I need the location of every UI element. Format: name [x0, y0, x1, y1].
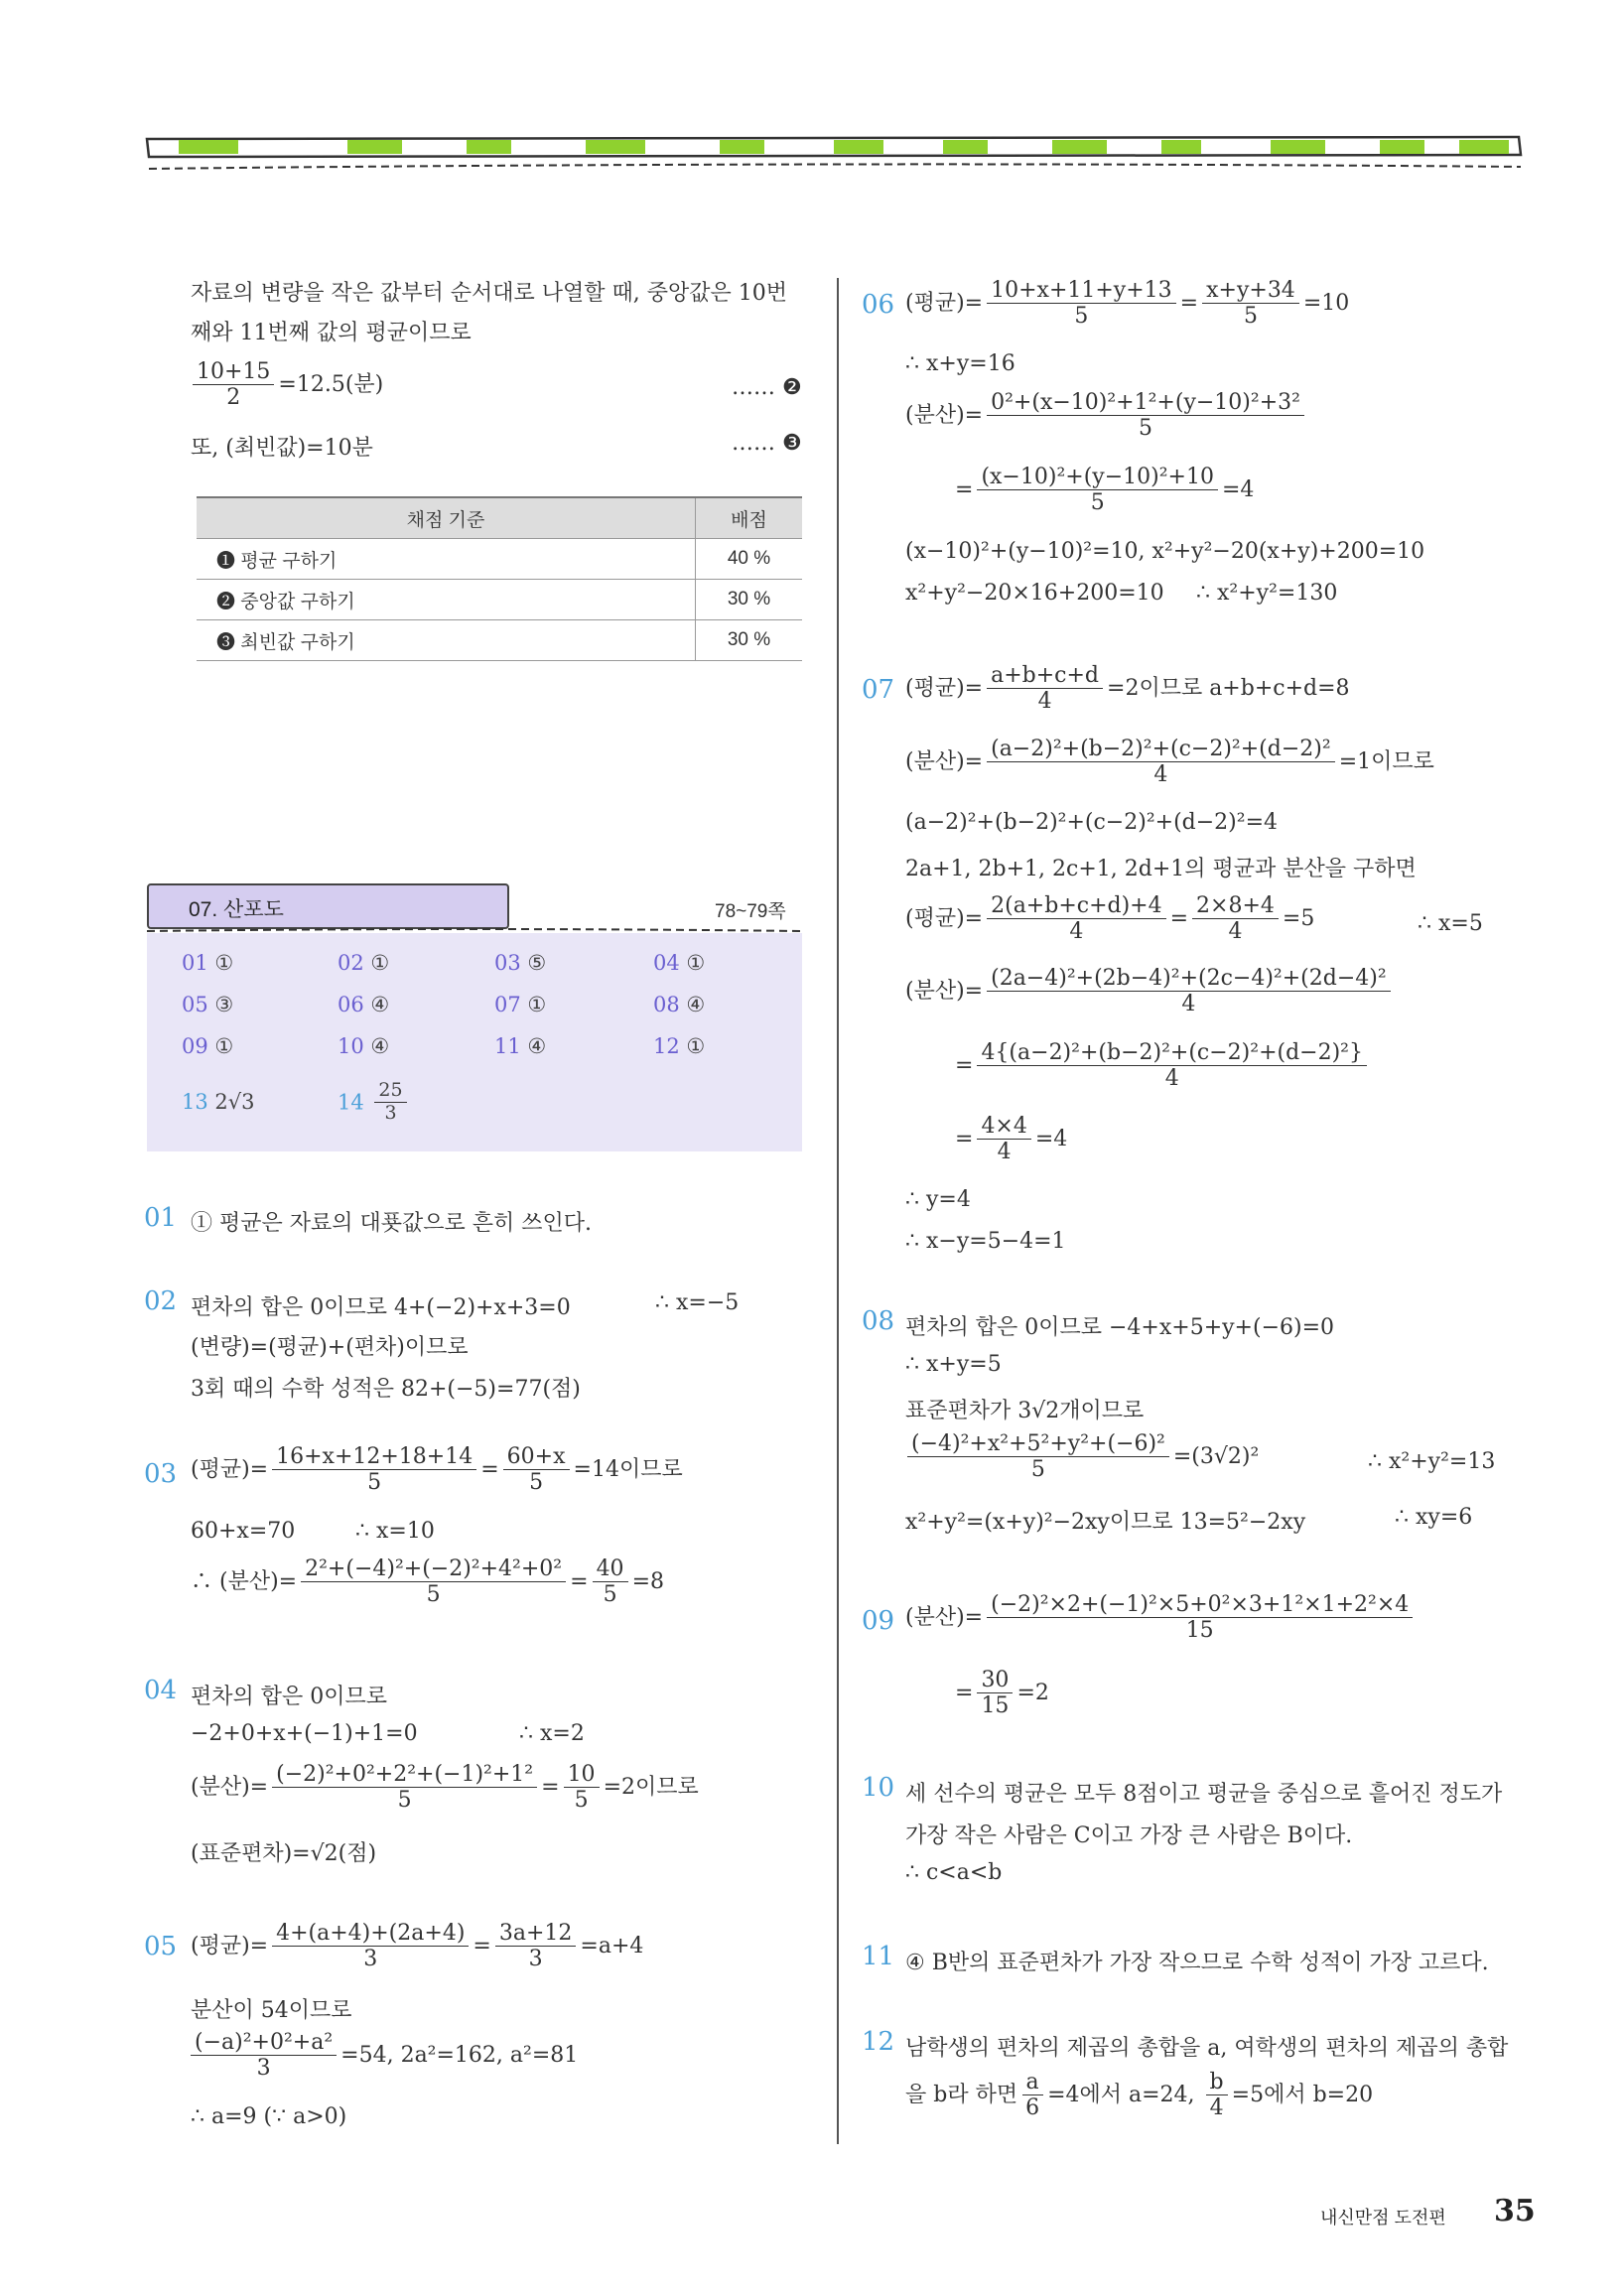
answer-item: 08 ④ — [653, 993, 706, 1016]
section-tab — [147, 883, 509, 929]
section-title: 07. 산포도 — [189, 898, 284, 921]
solution-10-line1: 세 선수의 평균은 모두 8점이고 평균을 중심으로 흩어진 정도가 — [905, 1782, 1503, 1807]
intro-line-2: 째와 11번째 값의 평균이므로 — [191, 321, 472, 345]
solution-06-line6b: ∴ x²+y²=130 — [1196, 581, 1338, 606]
solution-08-line3: 표준편차가 3√2개이므로 — [905, 1399, 1145, 1423]
solution-05-line1: (평균)= $\frac{4+(a+4)+(2a+4)}{3}$ = $\frac{3a+12}{3}$ =a+4 — [191, 1921, 644, 1972]
solution-05-line4: ∴ a=9 (∵ a>0) — [191, 2104, 347, 2129]
solution-08-line4: $\frac{\text{(−4)²+x²+5²+y²+(−6)²}}{5}$ =(3√2)² — [903, 1431, 1259, 1483]
column-divider — [837, 278, 839, 2144]
mode-line: 또, (최빈값)=10분 — [191, 436, 373, 461]
solution-07-line4: 2a+1, 2b+1, 2c+1, 2d+1의 평균과 분산을 구하면 — [905, 857, 1417, 881]
solution-08-line2: ∴ x+y=5 — [905, 1352, 1002, 1377]
table-row: ❶ 평균 구하기 40 % — [197, 539, 802, 580]
solution-10-line2: 가장 작은 사람은 C이고 가장 큰 사람은 B이다. — [905, 1823, 1353, 1848]
solution-05-line2: 분산이 54이므로 — [191, 1998, 352, 2023]
top-banner — [139, 129, 1529, 179]
solution-04-line4: (표준편차)=√2(점) — [191, 1841, 377, 1866]
solution-02-line1: 편차의 합은 0이므로 4+(−2)+x+3=0 — [191, 1295, 571, 1320]
page-number: 35 — [1494, 2194, 1536, 2228]
answer-item: 13 2√3 — [182, 1090, 255, 1114]
answer-item: 01 ① — [182, 951, 234, 975]
solution-02-line2: (변량)=(평균)+(편차)이므로 — [191, 1335, 469, 1360]
solution-07-line1: (평균)= $\frac{a+b+c+d}{4}$ =2이므로 a+b+c+d=8 — [905, 663, 1350, 715]
answer-grid — [147, 933, 802, 1151]
solution-02-line1b: ∴ x=−5 — [655, 1290, 740, 1315]
mark-2-indicator: …… ❷ — [732, 375, 802, 400]
solution-06-line3: (분산)= $\frac{\text{0²+(x−10)²+1²+(y−10)²+3²}}{5}$ — [905, 390, 1308, 442]
answer-item: 02 ① — [338, 951, 390, 975]
answer-item: 07 ① — [494, 993, 547, 1016]
solution-08-line4b: ∴ x²+y²=13 — [1368, 1449, 1496, 1474]
solution-08-line1: 편차의 합은 0이므로 −4+x+5+y+(−6)=0 — [905, 1315, 1335, 1340]
answer-item: 06 ④ — [338, 993, 390, 1016]
table-header-points: 배점 — [696, 497, 803, 539]
solution-08-line5b: ∴ xy=6 — [1395, 1505, 1473, 1530]
answer-item: 14 $\frac{25}{3}$ — [338, 1080, 411, 1125]
solution-number-05: 05 — [144, 1932, 178, 1961]
solution-04-line2: −2+0+x+(−1)+1=0 — [191, 1721, 418, 1746]
solution-number-01: 01 — [144, 1203, 178, 1233]
solution-10-line3: ∴ c<a<b — [905, 1860, 1003, 1885]
solution-12-line1: 남학생의 편차의 제곱의 총합을 a, 여학생의 편차의 제곱의 총합 — [905, 2036, 1509, 2061]
solution-11-text: ④ B반의 표준편차가 가장 작으므로 수학 성적이 가장 고르다. — [905, 1951, 1489, 1975]
solution-03-line2: 60+x=70 — [191, 1519, 296, 1544]
solution-09-line2: = $\frac{30}{15}$ =2 — [955, 1668, 1049, 1719]
solution-06-line6: x²+y²−20×16+200=10 — [905, 581, 1164, 606]
answer-item: 12 ① — [653, 1034, 706, 1058]
solution-number-12: 12 — [862, 2027, 895, 2057]
solution-07-line5: (평균)= $\frac{2(a+b+c+d)+4}{4}$ = $\frac{2\times 8+4}{4}$ =5 — [905, 893, 1315, 945]
solution-07-line5b: ∴ x=5 — [1418, 911, 1483, 936]
solution-07-line10: ∴ x−y=5−4=1 — [905, 1229, 1066, 1254]
solution-07-line3: (a−2)²+(b−2)²+(c−2)²+(d−2)²=4 — [905, 810, 1278, 835]
solution-07-line2: (분산)= $\frac{\text{(a−2)²+(b−2)²+(c−2)²+(d−2)²}}{4}$ =1이므로 — [905, 737, 1434, 788]
solution-number-02: 02 — [144, 1286, 178, 1316]
solution-01-text: ① 평균은 자료의 대푯값으로 흔히 쓰인다. — [191, 1211, 592, 1236]
table-row: ❸ 최빈값 구하기 30 % — [197, 620, 802, 661]
solution-07-line8: = $\frac{4\times 4}{4}$ =4 — [955, 1114, 1068, 1165]
solution-04-line2b: ∴ x=2 — [519, 1721, 585, 1746]
footer-book-title: 내신만점 도전편 — [1320, 2208, 1446, 2228]
answer-item: 05 ③ — [182, 993, 234, 1016]
solution-07-line9: ∴ y=4 — [905, 1187, 971, 1212]
solution-06-line4: = $\frac{\text{(x−10)²+(y−10)²+10}}{5}$ =4 — [955, 465, 1255, 516]
solution-07-line7: = $\frac{\text{4\{(a−2)²+(b−2)²+(c−2)²+(d−2)²\}}}{4}$ — [955, 1040, 1371, 1092]
solution-08-line5: x²+y²=(x+y)²−2xy이므로 13=5²−2xy — [905, 1510, 1306, 1535]
median-calc: $\frac{10+15}{2}$ =12.5(분) — [189, 359, 383, 411]
section-pages: 78~79쪽 — [715, 901, 786, 922]
grading-table — [197, 496, 802, 661]
answer-item: 11 ④ — [494, 1034, 547, 1058]
intro-line-1: 자료의 변량을 작은 값부터 순서대로 나열할 때, 중앙값은 10번 — [191, 281, 787, 306]
median-fraction: $\frac{10+15}{2}$ — [193, 359, 274, 411]
answer-item: 09 ① — [182, 1034, 234, 1058]
solution-number-09: 09 — [862, 1606, 895, 1636]
solution-05-line3: $\frac{\text{(−a)²+0²+a²}}{3}$ =54, 2a²=162, a²=81 — [187, 2030, 578, 2082]
solution-07-line6: (분산)= $\frac{\text{(2a−4)²+(2b−4)²+(2c−4)²+(2d−4)²}}{4}$ — [905, 966, 1395, 1017]
solution-03-line2b: ∴ x=10 — [355, 1519, 435, 1544]
mark-3-indicator: …… ❸ — [732, 431, 802, 456]
solution-number-11: 11 — [862, 1942, 895, 1971]
solution-number-10: 10 — [862, 1773, 895, 1803]
solution-number-06: 06 — [862, 290, 895, 320]
solution-06-line1: (평균)= $\frac{10+x+11+y+13}{5}$ = $\frac{x+y+34}{5}$ =10 — [905, 278, 1350, 330]
solution-09-line1: (분산)= $\frac{\text{(−2)²×2+(−1)²×5+0²×3+1²×1+2²×4}}{15}$ — [905, 1592, 1417, 1644]
solution-06-line2: ∴ x+y=16 — [905, 351, 1015, 376]
banner-ruler — [147, 137, 1521, 169]
answer-item: 04 ① — [653, 951, 706, 975]
solution-04-line1: 편차의 합은 0이므로 — [191, 1685, 387, 1709]
answer-item: 03 ⑤ — [494, 951, 547, 975]
solution-number-08: 08 — [862, 1306, 895, 1336]
solution-number-04: 04 — [144, 1676, 178, 1705]
solution-number-07: 07 — [862, 675, 895, 705]
solution-number-03: 03 — [144, 1459, 178, 1489]
solution-12-line2: 을 b라 하면 $\frac{a}{6}$ =4에서 a=24, $\frac{b}{4}$ =5에서 b=20 — [905, 2070, 1374, 2121]
solution-03-line3: ∴ (분산)= $\frac{\text{2²+(−4)²+(−2)²+4²+0²}}{5}$ = $\frac{40}{5}$ =8 — [191, 1556, 664, 1608]
solution-03-line1: (평균)= $\frac{16+x+12+18+14}{5}$ = $\frac{60+x}{5}$ =14이므로 — [191, 1444, 683, 1496]
table-header-criteria: 채점 기준 — [197, 497, 696, 539]
solution-04-line3: (분산)= $\frac{\text{(−2)²+0²+2²+(−1)²+1²}}{5}$ = $\frac{10}{5}$ =2이므로 — [191, 1762, 699, 1814]
solution-02-line3: 3회 때의 수학 성적은 82+(−5)=77(점) — [191, 1377, 581, 1402]
answer-item: 10 ④ — [338, 1034, 390, 1058]
solution-06-line5: (x−10)²+(y−10)²=10, x²+y²−20(x+y)+200=10 — [905, 539, 1425, 564]
table-row: ❷ 중앙값 구하기 30 % — [197, 580, 802, 620]
